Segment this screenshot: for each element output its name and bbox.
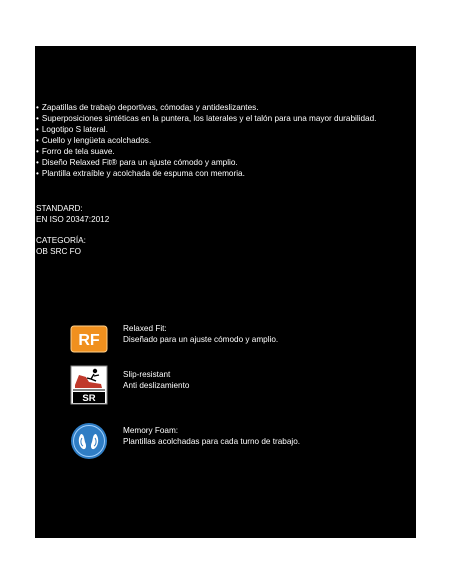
badge-description: Anti deslizamiento [123, 381, 190, 390]
feature-list [36, 102, 416, 179]
badge-title: Memory Foam: [123, 426, 179, 435]
feature-item: • Forro de tela suave. [36, 146, 416, 157]
sr-icon-text: SR [82, 393, 96, 404]
relaxed-fit-text [123, 323, 278, 345]
rf-icon-text: RF [78, 332, 100, 349]
feature-item: • Plantilla extraíble y acolchada de espuma con memoria. [36, 168, 416, 179]
category-block [36, 236, 86, 257]
standard-label: STANDARD: [36, 204, 83, 213]
badge-title: Slip-resistant [123, 370, 171, 379]
feature-item: • Diseño Relaxed Fit® para un ajuste cómodo y amplio. [36, 157, 416, 168]
category-value: OB SRC FO [36, 246, 82, 256]
badge-description: Plantillas acolchadas para cada turno de trabajo. [123, 437, 301, 446]
feature-item: • Superposiciones sintéticas en la puntera, los laterales y el talón para una mayor durabilidad. [36, 113, 416, 124]
standard-value: EN ISO 20347:2012 [36, 214, 110, 224]
rf-icon [70, 320, 108, 358]
category-label: CATEGORÍA: [36, 236, 86, 245]
badge-description: Diseñado para un ajuste cómodo y amplio. [123, 335, 279, 344]
memory-foam-badge [70, 422, 400, 462]
slip-resistant-badge [70, 366, 400, 406]
feature-item: • Logotipo S lateral. [36, 124, 416, 135]
badge-title: Relaxed Fit: [123, 324, 167, 333]
slip-resistant-text [123, 369, 189, 391]
product-details-panel [35, 46, 416, 538]
relaxed-fit-badge [70, 320, 400, 360]
standard-block [36, 204, 109, 225]
memory-foam-icon [70, 422, 108, 460]
memory-foam-text [123, 425, 300, 447]
feature-item: • Cuello y lengüeta acolchados. [36, 135, 416, 146]
slip-resistant-icon [70, 366, 108, 404]
feature-item: • Zapatillas de trabajo deportivas, cómodas y antideslizantes. [36, 102, 416, 113]
